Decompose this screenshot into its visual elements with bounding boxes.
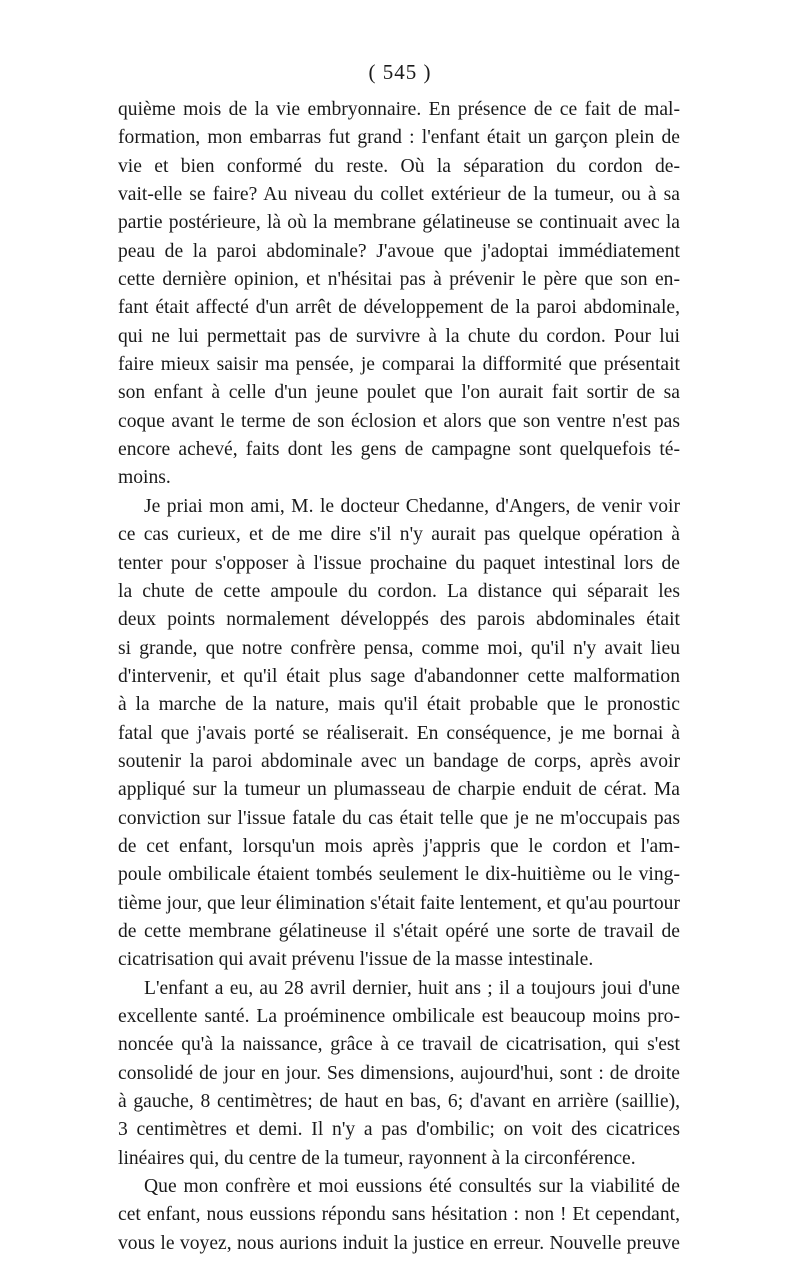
page-number: ( 545 ) <box>368 60 432 84</box>
text-line: la chute de cette ampoule du cordon. La distance qui séparait les <box>118 580 680 602</box>
text-line: de cet enfant, lorsqu'un mois après j'appris que le cordon et l'am- <box>118 835 680 857</box>
text-line: tenter pour s'opposer à l'issue prochaine du paquet intestinal lors de <box>118 552 680 574</box>
text-line: peau de la paroi abdominale? J'avoue que j'adoptai immédiatement <box>118 240 680 262</box>
text-line: fant était affecté d'un arrêt de développement de la paroi abdominale, <box>118 297 680 319</box>
text-line: d'intervenir, et qu'il était plus sage d'abandonner cette malformation <box>118 665 680 687</box>
text-line: tième jour, que leur élimination s'était faite lentement, et qu'au pourtour <box>118 892 680 914</box>
text-line: vous le voyez, nous aurions induit la justice en erreur. Nouvelle preuve <box>118 1232 680 1254</box>
text-line: à gauche, 8 centimètres; de haut en bas, 6; d'avant en arrière (saillie), <box>118 1091 680 1113</box>
text-line: quième mois de la vie embryonnaire. En présence de ce fait de mal- <box>118 99 680 120</box>
text-line: formation, mon embarras fut grand : l'enfant était un garçon plein de <box>118 127 680 149</box>
text-line: conviction sur l'issue fatale du cas était telle que je ne m'occupais pas <box>118 807 680 829</box>
text-line: de cette membrane gélatineuse il s'était opéré une sorte de travail de <box>118 920 680 942</box>
text-line: vait-elle se faire? Au niveau du collet extérieur de la tumeur, ou à sa <box>118 184 680 206</box>
body-text <box>118 96 680 1258</box>
text-line: noncée qu'à la naissance, grâce à ce travail de cicatrisation, qui s'est <box>118 1034 680 1056</box>
text-line: poule ombilicale étaient tombés seulement le dix-huitième ou le ving- <box>118 864 680 886</box>
text-line: excellente santé. La proéminence ombilicale est beaucoup moins pro- <box>118 1006 680 1027</box>
text-line: à la marche de la nature, mais qu'il était probable que le pronostic <box>118 694 680 716</box>
text-line: cet enfant, nous eussions répondu sans hésitation : non ! Et cependant, <box>118 1204 680 1226</box>
text-line: linéaires qui, du centre de la tumeur, rayonnent à la circonférence. <box>118 1147 636 1169</box>
text-line: encore achevé, faits dont les gens de campagne sont quelquefois té- <box>118 439 680 461</box>
text-line: son enfant à celle d'un jeune poulet que l'on aurait fait sortir de sa <box>118 382 680 404</box>
text-line: qui ne lui permettait pas de survivre à la chute du cordon. Pour lui <box>118 325 680 347</box>
text-line: faire mieux saisir ma pensée, je comparai la difformité que présentait <box>118 354 680 376</box>
text-line: deux points normalement développés des parois abdominales était <box>118 609 680 631</box>
text-line: coque avant le terme de son éclosion et alors que son ventre n'est pas <box>118 410 680 432</box>
text-line: cicatrisation qui avait prévenu l'issue de la masse intestinale. <box>118 949 594 971</box>
text-line: cette dernière opinion, et n'hésitai pas à prévenir le père que son en- <box>118 269 680 291</box>
text-line: partie postérieure, là où la membrane gélatineuse se continuait avec la <box>118 212 680 234</box>
text-line: moins. <box>118 467 171 489</box>
text-line: consolidé de jour en jour. Ses dimensions, aujourd'hui, sont : de droite <box>118 1062 680 1084</box>
text-line: ce cas curieux, et de me dire s'il n'y aurait pas quelque opération à <box>118 524 680 546</box>
text-line: si grande, que notre confrère pensa, comme moi, qu'il n'y avait lieu <box>118 637 680 659</box>
text-line: Je priai mon ami, M. le docteur Chedanne, d'Angers, de venir voir <box>144 495 680 517</box>
text-line: 3 centimètres et demi. Il n'y a pas d'ombilic; on voit des cicatrices <box>118 1119 680 1141</box>
text-line: vie et bien conformé du reste. Où la séparation du cordon de- <box>118 155 680 177</box>
text-line: Que mon confrère et moi eussions été consultés sur la viabilité de <box>144 1176 680 1198</box>
text-line: soutenir la paroi abdominale avec un bandage de corps, après avoir <box>118 750 680 772</box>
text-line: appliqué sur la tumeur un plumasseau de charpie enduit de cérat. Ma <box>118 779 680 801</box>
text-line: L'enfant a eu, au 28 avril dernier, huit ans ; il a toujours joui d'une <box>144 977 680 999</box>
text-line: fatal que j'avais porté se réaliserait. En conséquence, je me bornai à <box>118 722 680 744</box>
